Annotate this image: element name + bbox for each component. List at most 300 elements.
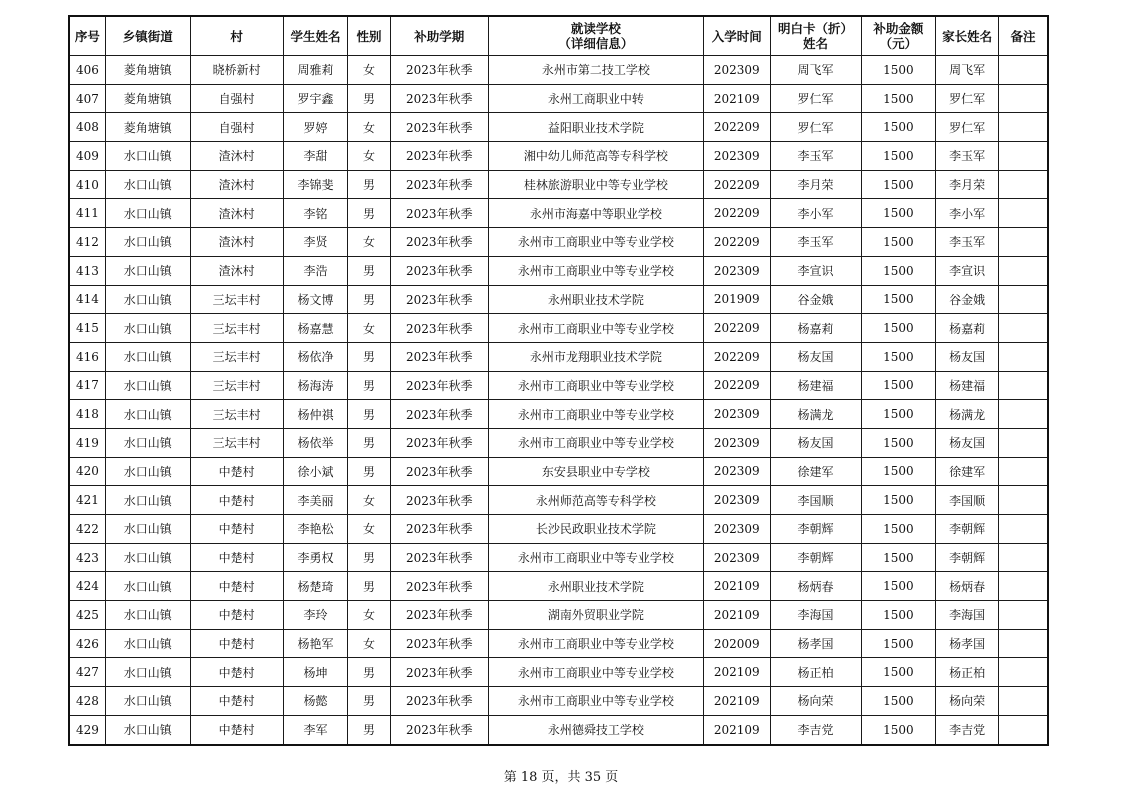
- cell-parent-name: 李海国: [936, 601, 999, 630]
- cell-term: 2023年秋季: [390, 142, 488, 171]
- cell-index: 409: [69, 142, 105, 171]
- cell-index: 421: [69, 486, 105, 515]
- table-row: [69, 715, 1048, 744]
- cell-parent-name: 杨嘉莉: [936, 314, 999, 343]
- table-row: [69, 371, 1048, 400]
- cell-term: 2023年秋季: [390, 428, 488, 457]
- cell-index: 406: [69, 56, 105, 85]
- table-row: [69, 687, 1048, 716]
- table-row: [69, 113, 1048, 142]
- cell-town: 水口山镇: [105, 515, 190, 544]
- cell-remarks: [998, 342, 1048, 371]
- cell-amount: 1500: [861, 285, 936, 314]
- cell-index: 407: [69, 84, 105, 113]
- cell-school: 永州市海嘉中等职业学校: [488, 199, 703, 228]
- cell-parent-name: 罗仁军: [936, 113, 999, 142]
- cell-parent-name: 杨满龙: [936, 400, 999, 429]
- cell-term: 2023年秋季: [390, 228, 488, 257]
- table-row: [69, 601, 1048, 630]
- cell-school: 永州市第二技工学校: [488, 56, 703, 85]
- table-row: [69, 285, 1048, 314]
- cell-index: 420: [69, 457, 105, 486]
- cell-term: 2023年秋季: [390, 256, 488, 285]
- cell-school: 永州市工商职业中等专业学校: [488, 543, 703, 572]
- cell-remarks: [998, 601, 1048, 630]
- cell-town: 水口山镇: [105, 285, 190, 314]
- cell-gender: 女: [348, 601, 390, 630]
- cell-gender: 男: [348, 457, 390, 486]
- cell-term: 2023年秋季: [390, 170, 488, 199]
- cell-amount: 1500: [861, 687, 936, 716]
- cell-enroll-date: 202209: [703, 228, 770, 257]
- cell-parent-name: 杨友国: [936, 342, 999, 371]
- header-col-parent-name: 家长姓名: [936, 16, 999, 56]
- cell-village: 中楚村: [190, 658, 283, 687]
- cell-index: 411: [69, 199, 105, 228]
- cell-card-name: 杨正柏: [770, 658, 861, 687]
- cell-index: 416: [69, 342, 105, 371]
- cell-student-name: 李锦斐: [283, 170, 348, 199]
- cell-card-name: 李宣识: [770, 256, 861, 285]
- cell-school: 湘中幼儿师范高等专科学校: [488, 142, 703, 171]
- cell-enroll-date: 202109: [703, 715, 770, 744]
- cell-gender: 女: [348, 314, 390, 343]
- cell-school: 永州职业技术学院: [488, 572, 703, 601]
- cell-remarks: [998, 113, 1048, 142]
- cell-town: 水口山镇: [105, 400, 190, 429]
- cell-student-name: 李艳松: [283, 515, 348, 544]
- cell-amount: 1500: [861, 228, 936, 257]
- cell-card-name: 李玉军: [770, 142, 861, 171]
- cell-remarks: [998, 515, 1048, 544]
- cell-gender: 男: [348, 256, 390, 285]
- cell-amount: 1500: [861, 113, 936, 142]
- cell-card-name: 李朝辉: [770, 515, 861, 544]
- cell-parent-name: 李宣识: [936, 256, 999, 285]
- cell-term: 2023年秋季: [390, 371, 488, 400]
- cell-student-name: 李浩: [283, 256, 348, 285]
- cell-amount: 1500: [861, 543, 936, 572]
- cell-enroll-date: 202209: [703, 199, 770, 228]
- cell-index: 424: [69, 572, 105, 601]
- cell-remarks: [998, 400, 1048, 429]
- cell-village: 中楚村: [190, 601, 283, 630]
- cell-term: 2023年秋季: [390, 687, 488, 716]
- cell-student-name: 杨懿: [283, 687, 348, 716]
- cell-village: 渣沐村: [190, 170, 283, 199]
- cell-remarks: [998, 457, 1048, 486]
- cell-term: 2023年秋季: [390, 84, 488, 113]
- cell-town: 水口山镇: [105, 428, 190, 457]
- cell-school: 湖南外贸职业学院: [488, 601, 703, 630]
- cell-gender: 女: [348, 56, 390, 85]
- header-col-student-name: 学生姓名: [283, 16, 348, 56]
- table-row: [69, 457, 1048, 486]
- cell-remarks: [998, 629, 1048, 658]
- table-row: [69, 228, 1048, 257]
- cell-card-name: 杨炳春: [770, 572, 861, 601]
- cell-gender: 男: [348, 715, 390, 744]
- cell-card-name: 杨向荣: [770, 687, 861, 716]
- table-row: [69, 342, 1048, 371]
- cell-village: 三坛丰村: [190, 371, 283, 400]
- cell-enroll-date: 202309: [703, 256, 770, 285]
- cell-term: 2023年秋季: [390, 285, 488, 314]
- cell-student-name: 罗婷: [283, 113, 348, 142]
- cell-school: 永州市工商职业中等专业学校: [488, 428, 703, 457]
- cell-remarks: [998, 486, 1048, 515]
- table-row: [69, 199, 1048, 228]
- cell-village: 中楚村: [190, 457, 283, 486]
- cell-enroll-date: 202109: [703, 84, 770, 113]
- header-col-amount: 补助金额 （元）: [861, 16, 936, 56]
- cell-student-name: 李铭: [283, 199, 348, 228]
- cell-index: 423: [69, 543, 105, 572]
- header-col-enroll-date: 入学时间: [703, 16, 770, 56]
- cell-term: 2023年秋季: [390, 629, 488, 658]
- cell-parent-name: 李吉党: [936, 715, 999, 744]
- cell-town: 水口山镇: [105, 228, 190, 257]
- cell-term: 2023年秋季: [390, 543, 488, 572]
- cell-card-name: 杨嘉莉: [770, 314, 861, 343]
- cell-school: 永州市龙翔职业技术学院: [488, 342, 703, 371]
- cell-enroll-date: 202309: [703, 486, 770, 515]
- table-row: [69, 428, 1048, 457]
- cell-gender: 男: [348, 199, 390, 228]
- cell-town: 水口山镇: [105, 256, 190, 285]
- cell-index: 427: [69, 658, 105, 687]
- cell-parent-name: 徐建军: [936, 457, 999, 486]
- cell-remarks: [998, 256, 1048, 285]
- cell-remarks: [998, 543, 1048, 572]
- table-row: [69, 84, 1048, 113]
- cell-student-name: 李美丽: [283, 486, 348, 515]
- cell-amount: 1500: [861, 371, 936, 400]
- cell-amount: 1500: [861, 142, 936, 171]
- table-row: [69, 314, 1048, 343]
- cell-parent-name: 罗仁军: [936, 84, 999, 113]
- cell-remarks: [998, 142, 1048, 171]
- cell-student-name: 李玲: [283, 601, 348, 630]
- cell-amount: 1500: [861, 84, 936, 113]
- cell-parent-name: 杨友国: [936, 428, 999, 457]
- cell-student-name: 罗宇鑫: [283, 84, 348, 113]
- page-footer: 第 18 页，共 35 页: [503, 770, 619, 785]
- cell-enroll-date: 202209: [703, 314, 770, 343]
- cell-remarks: [998, 199, 1048, 228]
- cell-village: 自强村: [190, 84, 283, 113]
- cell-gender: 女: [348, 486, 390, 515]
- cell-index: 417: [69, 371, 105, 400]
- cell-term: 2023年秋季: [390, 715, 488, 744]
- cell-enroll-date: 201909: [703, 285, 770, 314]
- cell-enroll-date: 202309: [703, 457, 770, 486]
- cell-enroll-date: 202309: [703, 142, 770, 171]
- cell-parent-name: 李小军: [936, 199, 999, 228]
- cell-amount: 1500: [861, 56, 936, 85]
- cell-town: 菱角塘镇: [105, 113, 190, 142]
- header-col-school: 就读学校 （详细信息）: [488, 16, 703, 56]
- cell-student-name: 杨依举: [283, 428, 348, 457]
- cell-gender: 男: [348, 543, 390, 572]
- cell-amount: 1500: [861, 658, 936, 687]
- cell-village: 渣沐村: [190, 142, 283, 171]
- cell-student-name: 徐小斌: [283, 457, 348, 486]
- cell-school: 永州师范高等专科学校: [488, 486, 703, 515]
- cell-enroll-date: 202109: [703, 601, 770, 630]
- cell-school: 永州市工商职业中等专业学校: [488, 371, 703, 400]
- cell-remarks: [998, 371, 1048, 400]
- cell-card-name: 罗仁军: [770, 84, 861, 113]
- cell-school: 永州市工商职业中等专业学校: [488, 256, 703, 285]
- cell-card-name: 李小军: [770, 199, 861, 228]
- cell-town: 菱角塘镇: [105, 56, 190, 85]
- cell-gender: 女: [348, 629, 390, 658]
- table-row: [69, 170, 1048, 199]
- cell-enroll-date: 202209: [703, 371, 770, 400]
- cell-school: 永州市工商职业中等专业学校: [488, 400, 703, 429]
- cell-term: 2023年秋季: [390, 314, 488, 343]
- cell-gender: 男: [348, 658, 390, 687]
- cell-index: 425: [69, 601, 105, 630]
- cell-student-name: 杨艳军: [283, 629, 348, 658]
- cell-student-name: 周雅莉: [283, 56, 348, 85]
- cell-parent-name: 李国顺: [936, 486, 999, 515]
- table-row: [69, 572, 1048, 601]
- cell-amount: 1500: [861, 601, 936, 630]
- cell-index: 414: [69, 285, 105, 314]
- cell-index: 428: [69, 687, 105, 716]
- cell-gender: 男: [348, 285, 390, 314]
- subsidy-roster-table: [68, 15, 1049, 746]
- cell-index: 412: [69, 228, 105, 257]
- cell-village: 中楚村: [190, 543, 283, 572]
- cell-enroll-date: 202109: [703, 572, 770, 601]
- cell-parent-name: 李玉军: [936, 142, 999, 171]
- header-col-term: 补助学期: [390, 16, 488, 56]
- cell-town: 水口山镇: [105, 486, 190, 515]
- cell-term: 2023年秋季: [390, 572, 488, 601]
- cell-card-name: 李吉党: [770, 715, 861, 744]
- table-row: [69, 56, 1048, 85]
- cell-parent-name: 李玉军: [936, 228, 999, 257]
- cell-card-name: 杨孝国: [770, 629, 861, 658]
- cell-remarks: [998, 314, 1048, 343]
- cell-school: 永州市工商职业中等专业学校: [488, 658, 703, 687]
- cell-index: 413: [69, 256, 105, 285]
- cell-village: 中楚村: [190, 715, 283, 744]
- cell-card-name: 杨友国: [770, 428, 861, 457]
- cell-card-name: 李国顺: [770, 486, 861, 515]
- cell-amount: 1500: [861, 715, 936, 744]
- cell-term: 2023年秋季: [390, 400, 488, 429]
- cell-remarks: [998, 572, 1048, 601]
- cell-gender: 男: [348, 400, 390, 429]
- cell-gender: 男: [348, 428, 390, 457]
- cell-gender: 男: [348, 170, 390, 199]
- cell-amount: 1500: [861, 170, 936, 199]
- cell-term: 2023年秋季: [390, 56, 488, 85]
- cell-amount: 1500: [861, 486, 936, 515]
- cell-card-name: 罗仁军: [770, 113, 861, 142]
- cell-town: 水口山镇: [105, 170, 190, 199]
- table-header: [69, 16, 1048, 56]
- cell-enroll-date: 202209: [703, 113, 770, 142]
- cell-school: 永州市工商职业中等专业学校: [488, 629, 703, 658]
- cell-gender: 女: [348, 515, 390, 544]
- cell-card-name: 谷金娥: [770, 285, 861, 314]
- cell-term: 2023年秋季: [390, 199, 488, 228]
- cell-parent-name: 李朝辉: [936, 515, 999, 544]
- cell-term: 2023年秋季: [390, 113, 488, 142]
- cell-village: 三坛丰村: [190, 285, 283, 314]
- cell-town: 水口山镇: [105, 572, 190, 601]
- cell-gender: 男: [348, 572, 390, 601]
- cell-index: 415: [69, 314, 105, 343]
- cell-student-name: 杨仲祺: [283, 400, 348, 429]
- cell-remarks: [998, 84, 1048, 113]
- table-row: [69, 142, 1048, 171]
- cell-parent-name: 李月荣: [936, 170, 999, 199]
- cell-enroll-date: 202209: [703, 342, 770, 371]
- cell-student-name: 杨文博: [283, 285, 348, 314]
- cell-amount: 1500: [861, 515, 936, 544]
- header-col-gender: 性别: [348, 16, 390, 56]
- cell-town: 水口山镇: [105, 601, 190, 630]
- table-row: [69, 486, 1048, 515]
- header-col-village: 村: [190, 16, 283, 56]
- cell-amount: 1500: [861, 457, 936, 486]
- cell-village: 渣沐村: [190, 228, 283, 257]
- cell-amount: 1500: [861, 400, 936, 429]
- cell-term: 2023年秋季: [390, 486, 488, 515]
- cell-enroll-date: 202109: [703, 687, 770, 716]
- cell-term: 2023年秋季: [390, 342, 488, 371]
- cell-student-name: 杨坤: [283, 658, 348, 687]
- cell-village: 三坛丰村: [190, 400, 283, 429]
- cell-remarks: [998, 228, 1048, 257]
- cell-student-name: 李军: [283, 715, 348, 744]
- cell-town: 水口山镇: [105, 314, 190, 343]
- cell-remarks: [998, 170, 1048, 199]
- cell-gender: 男: [348, 371, 390, 400]
- cell-index: 410: [69, 170, 105, 199]
- cell-parent-name: 杨正柏: [936, 658, 999, 687]
- cell-school: 益阳职业技术学院: [488, 113, 703, 142]
- table-body: [69, 56, 1048, 745]
- cell-school: 东安县职业中专学校: [488, 457, 703, 486]
- cell-amount: 1500: [861, 256, 936, 285]
- cell-town: 水口山镇: [105, 371, 190, 400]
- cell-village: 中楚村: [190, 572, 283, 601]
- cell-gender: 男: [348, 84, 390, 113]
- header-col-card-name: 明白卡（折） 姓名: [770, 16, 861, 56]
- cell-index: 408: [69, 113, 105, 142]
- cell-parent-name: 杨孝国: [936, 629, 999, 658]
- cell-card-name: 李朝辉: [770, 543, 861, 572]
- cell-student-name: 杨嘉慧: [283, 314, 348, 343]
- cell-village: 三坛丰村: [190, 314, 283, 343]
- cell-school: 永州市工商职业中等专业学校: [488, 314, 703, 343]
- cell-student-name: 杨依净: [283, 342, 348, 371]
- cell-gender: 男: [348, 687, 390, 716]
- cell-remarks: [998, 687, 1048, 716]
- cell-town: 水口山镇: [105, 687, 190, 716]
- cell-amount: 1500: [861, 428, 936, 457]
- cell-enroll-date: 202309: [703, 543, 770, 572]
- cell-amount: 1500: [861, 199, 936, 228]
- table-row: [69, 543, 1048, 572]
- cell-index: 419: [69, 428, 105, 457]
- cell-town: 菱角塘镇: [105, 84, 190, 113]
- cell-student-name: 杨海涛: [283, 371, 348, 400]
- cell-enroll-date: 202309: [703, 56, 770, 85]
- cell-village: 三坛丰村: [190, 428, 283, 457]
- cell-parent-name: 杨向荣: [936, 687, 999, 716]
- cell-village: 中楚村: [190, 687, 283, 716]
- cell-card-name: 徐建军: [770, 457, 861, 486]
- cell-student-name: 杨楚琦: [283, 572, 348, 601]
- cell-remarks: [998, 56, 1048, 85]
- cell-term: 2023年秋季: [390, 457, 488, 486]
- cell-amount: 1500: [861, 314, 936, 343]
- cell-town: 水口山镇: [105, 342, 190, 371]
- cell-enroll-date: 202109: [703, 658, 770, 687]
- header-col-town: 乡镇街道: [105, 16, 190, 56]
- cell-village: 中楚村: [190, 486, 283, 515]
- cell-town: 水口山镇: [105, 142, 190, 171]
- cell-school: 永州市工商职业中等专业学校: [488, 687, 703, 716]
- cell-card-name: 杨友国: [770, 342, 861, 371]
- cell-enroll-date: 202209: [703, 170, 770, 199]
- cell-parent-name: 谷金娥: [936, 285, 999, 314]
- cell-town: 水口山镇: [105, 199, 190, 228]
- cell-remarks: [998, 715, 1048, 744]
- cell-village: 中楚村: [190, 629, 283, 658]
- cell-term: 2023年秋季: [390, 515, 488, 544]
- cell-card-name: 周飞军: [770, 56, 861, 85]
- cell-parent-name: 周飞军: [936, 56, 999, 85]
- cell-student-name: 李甜: [283, 142, 348, 171]
- cell-parent-name: 杨炳春: [936, 572, 999, 601]
- cell-enroll-date: 202009: [703, 629, 770, 658]
- cell-remarks: [998, 658, 1048, 687]
- cell-town: 水口山镇: [105, 629, 190, 658]
- cell-village: 晓桥新村: [190, 56, 283, 85]
- cell-enroll-date: 202309: [703, 400, 770, 429]
- header-row: [69, 16, 1048, 56]
- cell-school: 永州职业技术学院: [488, 285, 703, 314]
- cell-village: 渣沐村: [190, 256, 283, 285]
- cell-town: 水口山镇: [105, 715, 190, 744]
- cell-student-name: 李勇权: [283, 543, 348, 572]
- cell-town: 水口山镇: [105, 543, 190, 572]
- cell-enroll-date: 202309: [703, 515, 770, 544]
- cell-town: 水口山镇: [105, 658, 190, 687]
- cell-gender: 女: [348, 142, 390, 171]
- cell-parent-name: 李朝辉: [936, 543, 999, 572]
- cell-village: 自强村: [190, 113, 283, 142]
- cell-remarks: [998, 428, 1048, 457]
- cell-card-name: 李海国: [770, 601, 861, 630]
- cell-card-name: 李玉军: [770, 228, 861, 257]
- cell-parent-name: 杨建福: [936, 371, 999, 400]
- cell-gender: 男: [348, 342, 390, 371]
- cell-gender: 女: [348, 113, 390, 142]
- cell-school: 永州德舜技工学校: [488, 715, 703, 744]
- cell-remarks: [998, 285, 1048, 314]
- table-row: [69, 658, 1048, 687]
